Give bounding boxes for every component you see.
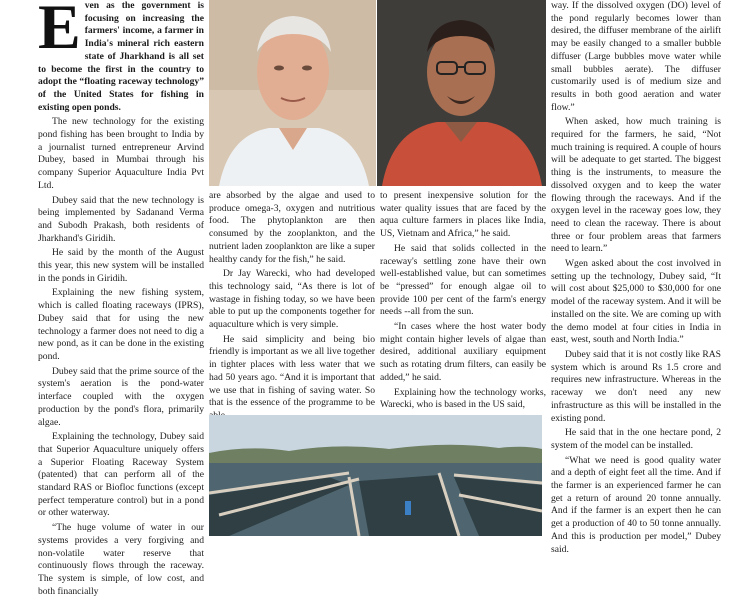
paragraph: Explaining how the technology works, Warecki, who is based in the US said, xyxy=(380,386,546,411)
paragraph: Explaining the technology, Dubey said that Superior Aquaculture uniquely offers a Superior Floating Raceway System (patented) that can perform all of the standard RAS or Biofloc functions (except perfect temperature control) but in a pond or other waterway. xyxy=(38,431,204,519)
article-column-2 xyxy=(209,190,375,425)
portrait-photo-arvind-dubey xyxy=(377,0,546,186)
paragraph: Dr Jay Warecki, who had developed this technology said, “As there is lot of wastage in fishing today, so we have been able to put up the components together for aquaculture which is very simple. xyxy=(209,268,375,331)
paragraph: Wgen asked about the cost involved in setting up the technology, Dubey said, “It will cost about $25,000 to $30,000 for one model of the raceway system. And it will be installed on the site. We are coming up with the demo model at four cities in India in east, west, south and North India.” xyxy=(551,258,721,346)
paragraph: “In cases where the host water body might contain higher levels of algae than desired, additional auxiliary equipment such as rotating drum filters, can easily be added,” he said. xyxy=(380,321,546,383)
paragraph: Dubey said that it is not costly like RAS system which is around Rs 1.5 crore and requires new infrastructure. Whereas in the raceway we don't need any new infrastructure as this will be installed in the existing pond. xyxy=(551,348,721,424)
article-column-4 xyxy=(551,0,721,558)
paragraph: He said that solids collected in the raceway's settling zone have their own well-established value, but can sometimes be “pressed” for enough algae oil to provide 100 per cent of the farm's energy needs --all from the sun. xyxy=(380,242,546,318)
article-column-3 xyxy=(380,190,546,414)
paragraph: “What we need is good quality water and a depth of eight feet all the time. And if the farmer is an experienced farmer he can get a return of around 20 tonne annually. And if the farmer is an expert then he can get a production of 40 to 50 tonne annually. And this is production per model,” Dubey said. xyxy=(551,454,721,555)
paragraph: He said by the month of the August this year, this new system will be installed in the ponds in Giridih. xyxy=(38,247,204,284)
paragraph: “The huge volume of water in our systems provides a very forgiving and non-volatile water reserve that continuously flows through the raceway. The system is simple, of low cost, and both financially xyxy=(38,522,204,597)
article-column-1 xyxy=(38,0,204,600)
lead-text: ven as the government is focusing on increasing the farmers' income, a farmer in India's mineral rich eastern state of Jharkhand is all set to become the first in the country to adopt the “floating raceway technology” of the United States for fishing in existing open ponds. xyxy=(38,0,204,113)
portrait-photo-jay-warecki xyxy=(209,0,376,186)
paragraph: to present inexpensive solution for the water quality issues that are faced by the aqua culture farmers in places like India, US, Vietnam and Africa,” he said. xyxy=(380,190,546,240)
raceway-pond-photo xyxy=(209,415,542,536)
paragraph: The new technology for the existing pond fishing has been brought to India by a journalist turned entrepreneur Arvind Dubey, based in Mumbai through his company Superior Aquaculture India Pvt Ltd. xyxy=(38,116,204,191)
paragraph: Explaining the new fishing system, which is called floating raceways (IPRS), Dubey said that for using the new technology a farmer does not need to dig a new pond, as it can be done in the existing pond. xyxy=(38,287,204,362)
paragraph: are absorbed by the algae and used to produce omega-3, oxygen and nutritious food. The phytoplankton are then consumed by the zooplankton, and the nutrient laden zooplankton are like a super healthy candy for the fish,” he said. xyxy=(209,190,375,265)
paragraph: Dubey said that the new technology is being implemented by Sadanand Verma and Subodh Prakash, both residents of Jharkhand's Giridih. xyxy=(38,194,204,244)
paragraph: He said simplicity and being bio friendly is important as we all live together in tighter places with less water that we had 50 years ago. “And it is important that we use that in fishing of saving water. So that is the essence of the programme to be xyxy=(209,333,375,409)
article-lead-paragraph xyxy=(38,0,204,114)
drop-cap: E xyxy=(38,0,81,62)
paragraph: way. If the dissolved oxygen (DO) level of the pond regularly becomes lower than desired, the diffuser membrane of the airlift may be easily changed to a smaller bubble diffuser (Large bubbles move water while small bubbles aerate). The diffuser customarily used is of medium size and results in both good aeration and water flow.” xyxy=(551,0,721,113)
paragraph: Dubey said that the prime source of the system's aeration is the pond-water interface coupled with the oxygen production by the pond's flora, primarily algae. xyxy=(38,365,204,428)
paragraph: When asked, how much training is required for the farmers, he said, “Not much training is required. A couple of hours will be adequate to get started. The biggest thing is the instruments, to measure the dissolved oxygen and to keep the water flowing through the raceways. And if the oxygen level in the raceway goes low, they need to clean the raceway. There is about three or four problem areas that farmers need to learn.” xyxy=(551,116,721,255)
paragraph: He said that in the one hectare pond, 2 system of the model can be installed. xyxy=(551,427,721,451)
